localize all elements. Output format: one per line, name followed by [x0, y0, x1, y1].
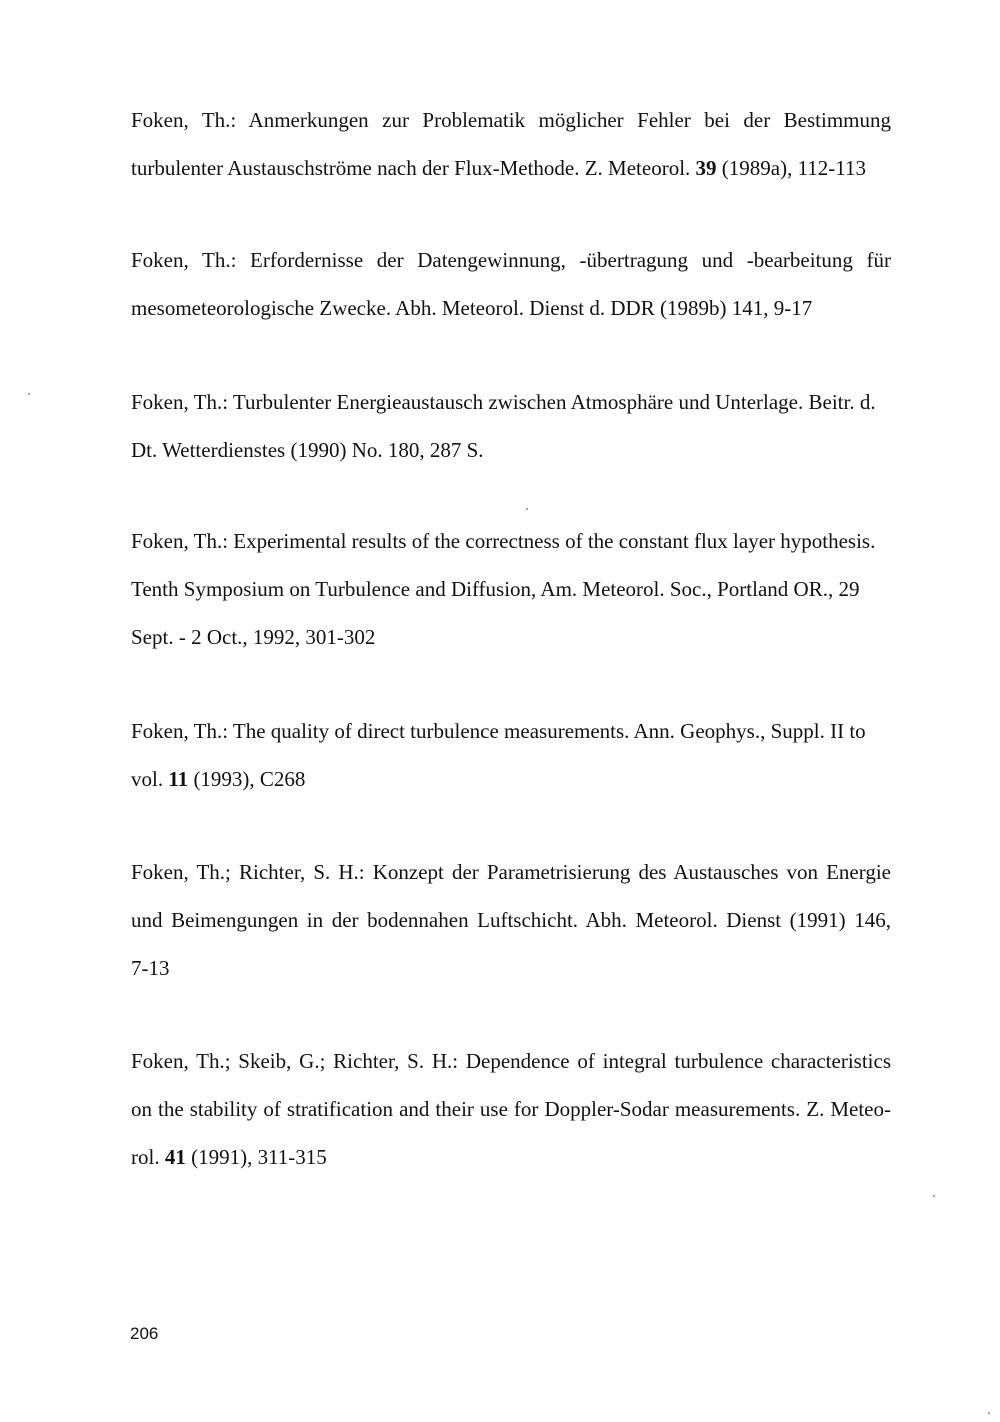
- reference-line: [131, 613, 891, 661]
- reference-text: vol.: [131, 767, 169, 791]
- reference-text: und Beimengungen in der bodennahen Luftschicht. Abh. Meteorol. Dienst (1991) 146,: [131, 908, 891, 932]
- reference-entry: [131, 236, 891, 332]
- reference-line: [131, 96, 891, 144]
- reference-entry: [131, 707, 891, 803]
- volume-number: 39: [695, 156, 717, 180]
- reference-text: (1993), C268: [188, 767, 306, 791]
- reference-entry: [131, 1037, 891, 1181]
- reference-line: [131, 896, 891, 944]
- reference-text: turbulenter Austauschströme nach der Flux-Methode. Z. Meteorol.: [131, 156, 696, 180]
- reference-text: mesometeorologische Zwecke. Abh. Meteorol. Dienst d. DDR (1989b) 141, 9-17: [131, 296, 813, 320]
- reference-text: Tenth Symposium on Turbulence and Diffusion, Am. Meteorol. Soc., Portland OR., 29: [131, 577, 860, 601]
- reference-text: Foken, Th.; Richter, S. H.: Konzept der Parametrisierung des Austausches von Energie: [131, 860, 891, 884]
- reference-line: [131, 848, 891, 896]
- scan-speck: [988, 1412, 990, 1414]
- reference-line: [131, 426, 891, 474]
- reference-text: (1991), 311-315: [185, 1145, 327, 1169]
- reference-line: [131, 1133, 891, 1181]
- reference-line: [131, 517, 891, 565]
- reference-line: [131, 378, 891, 426]
- reference-text: 7-13: [131, 956, 170, 980]
- reference-line: [131, 284, 891, 332]
- reference-line: [131, 944, 891, 992]
- reference-entry: [131, 378, 891, 474]
- scan-speck: [933, 1195, 935, 1197]
- reference-line: [131, 565, 891, 613]
- page-number: 206: [130, 1324, 159, 1343]
- reference-text: on the stability of stratification and their use for Doppler-Sodar measurements. Z. Meteo-: [131, 1097, 891, 1121]
- reference-text: Sept. - 2 Oct., 1992, 301-302: [131, 625, 376, 649]
- reference-text: Foken, Th.: The quality of direct turbulence measurements. Ann. Geophys., Suppl. II to: [131, 719, 866, 743]
- reference-text: Foken, Th.: Erfordernisse der Datengewinnung, -übertragung und -bearbeitung für: [131, 248, 891, 272]
- reference-line: [131, 236, 891, 284]
- reference-line: [131, 755, 891, 803]
- reference-line: [131, 1037, 891, 1085]
- reference-text: Foken, Th.: Anmerkungen zur Problematik möglicher Fehler bei der Bestimmung: [131, 108, 891, 132]
- reference-text: Dt. Wetterdienstes (1990) No. 180, 287 S.: [131, 438, 484, 462]
- reference-text: Foken, Th.: Turbulenter Energieaustausch zwischen Atmosphäre und Unterlage. Beitr. d.: [131, 390, 876, 414]
- reference-entry: [131, 96, 891, 192]
- reference-line: [131, 707, 891, 755]
- reference-text: rol.: [131, 1145, 165, 1169]
- reference-text: Foken, Th.; Skeib, G.; Richter, S. H.: Dependence of integral turbulence characteristics: [131, 1049, 891, 1073]
- reference-line: [131, 1085, 891, 1133]
- reference-entry: [131, 848, 891, 992]
- volume-number: 11: [168, 767, 189, 791]
- reference-line: [131, 144, 891, 192]
- reference-text: (1989a), 112-113: [716, 156, 867, 180]
- reference-entry: [131, 517, 891, 661]
- scan-speck: [526, 508, 528, 510]
- scan-speck: [28, 393, 30, 395]
- volume-number: 41: [164, 1145, 186, 1169]
- reference-text: Foken, Th.: Experimental results of the correctness of the constant flux layer hypothesis.: [131, 529, 876, 553]
